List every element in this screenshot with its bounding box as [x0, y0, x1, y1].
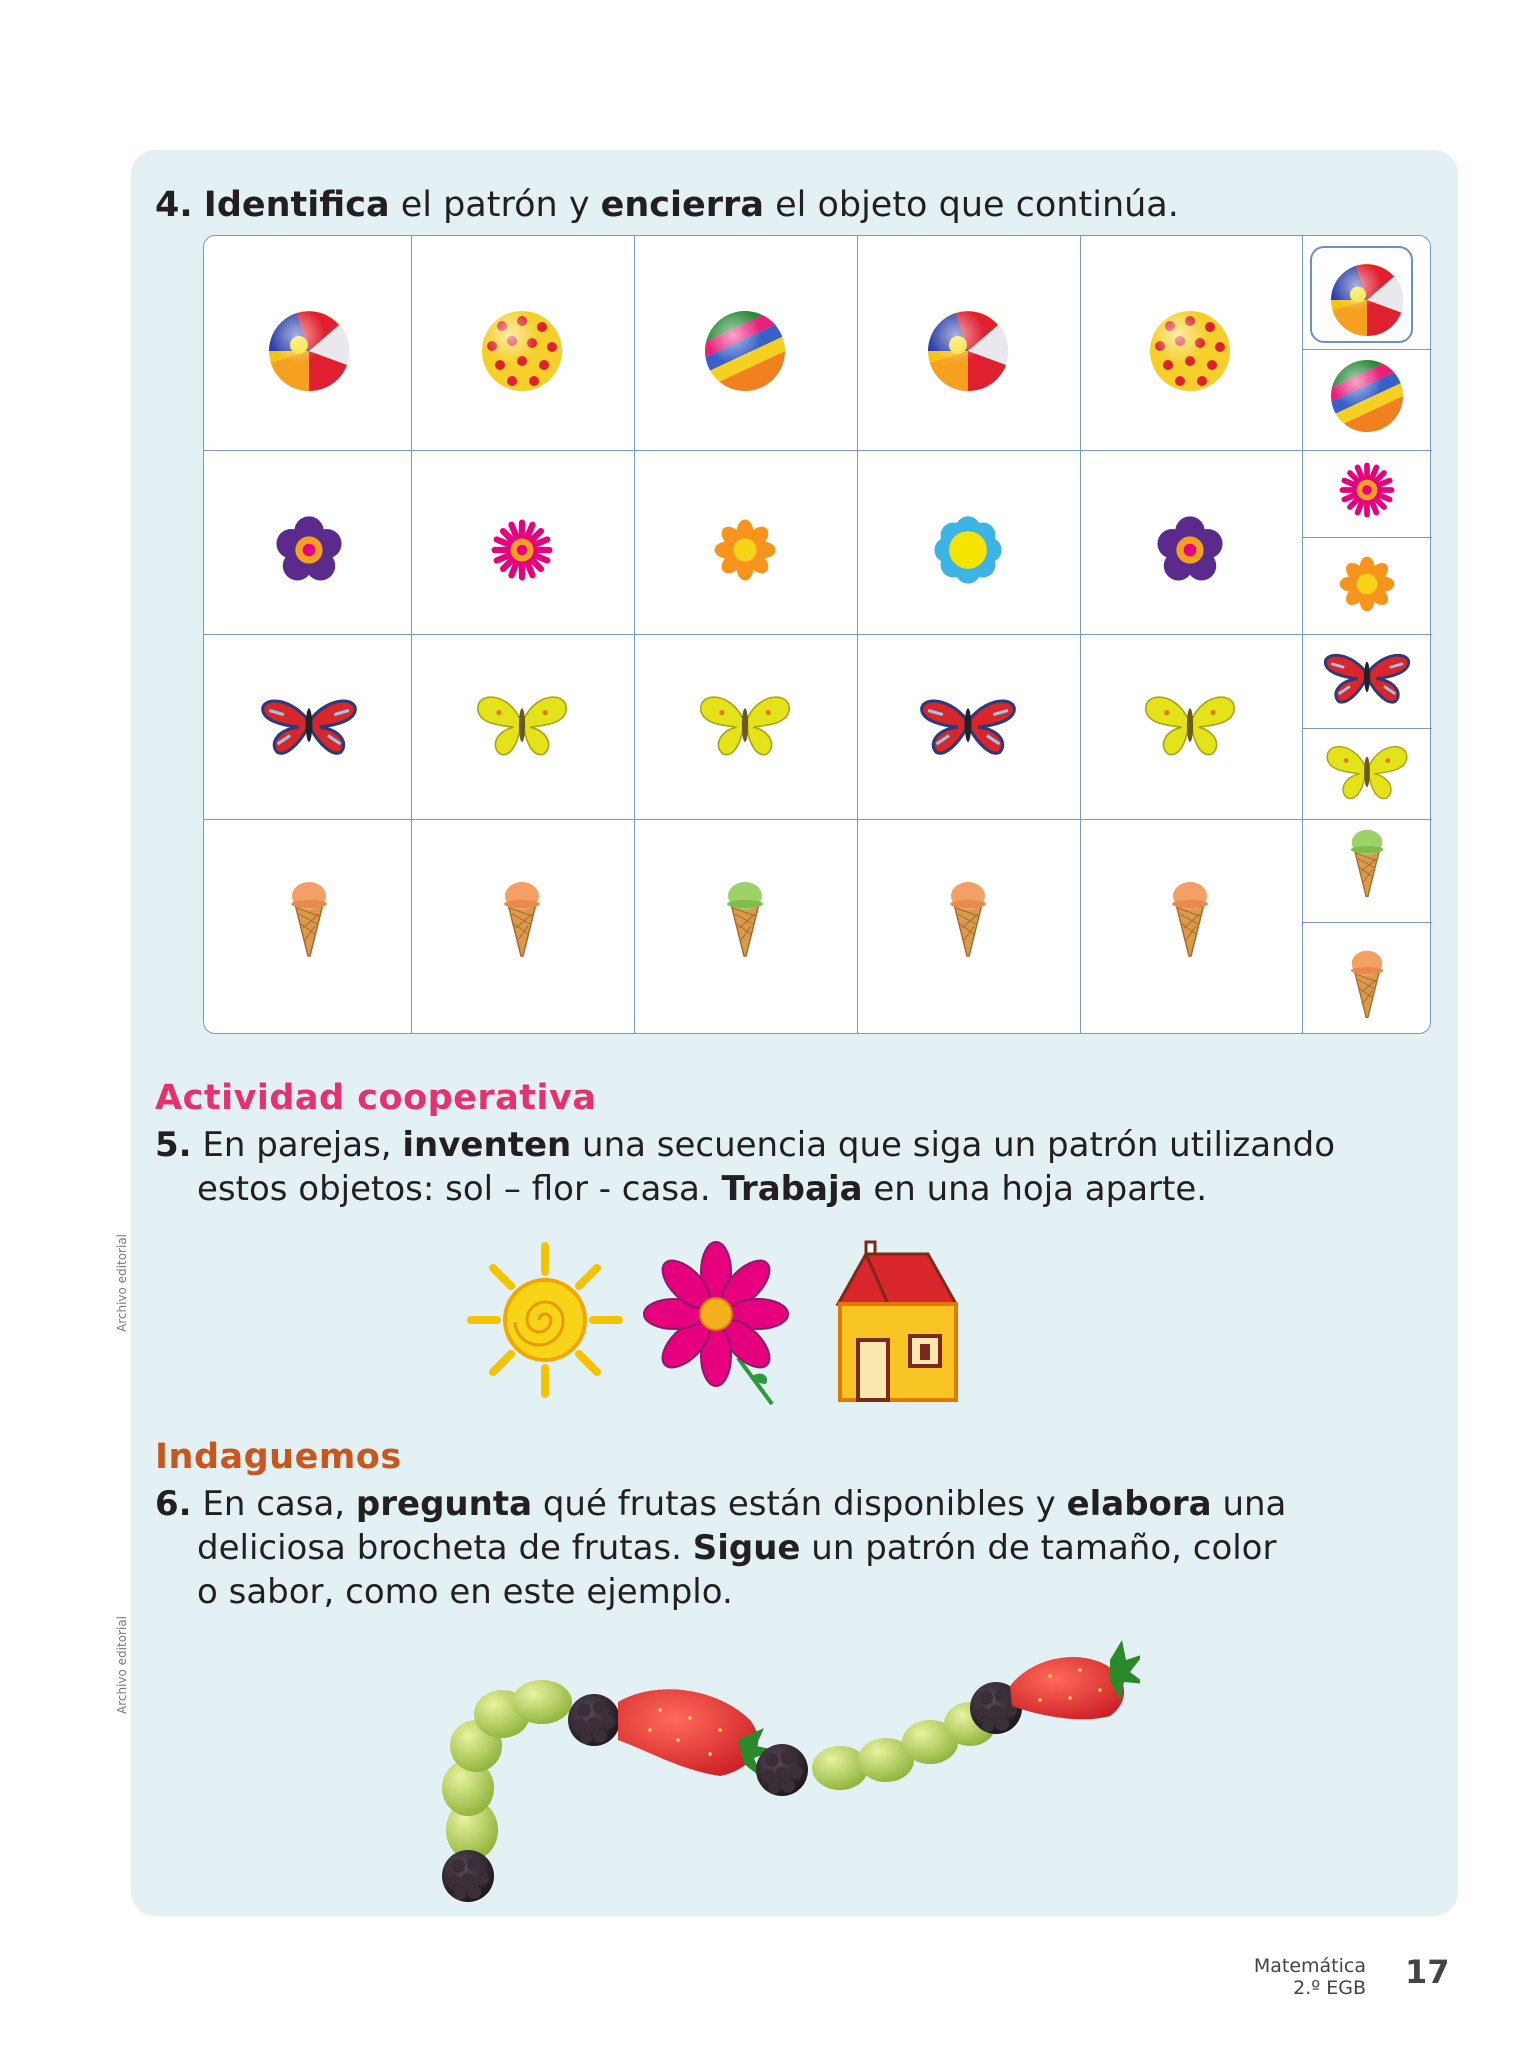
page-number: 17	[1405, 1953, 1450, 1991]
house-icon	[838, 1242, 956, 1400]
instruction-text: estos objetos: sol – flor - casa.	[197, 1169, 722, 1209]
instruction-verb: inventen	[402, 1125, 572, 1165]
subject-name: Matemática	[1253, 1955, 1366, 1977]
instruction-text: En casa,	[202, 1484, 356, 1524]
sun-flower-house-illustration	[460, 1236, 1020, 1416]
instruction-text: en una hoja aparte.	[862, 1169, 1208, 1209]
instruction-verb: encierra	[600, 185, 764, 225]
instruction-verb: pregunta	[355, 1484, 533, 1524]
question-number: 5.	[155, 1125, 192, 1165]
instruction-text: una secuencia que siga un patrón utilizando	[571, 1125, 1336, 1165]
question-6	[155, 1482, 1286, 1614]
instruction-verb: Trabaja	[721, 1169, 863, 1209]
instruction-text: qué frutas están disponibles y	[532, 1484, 1067, 1524]
flower-icon	[644, 1242, 788, 1404]
question-number: 4.	[155, 185, 193, 225]
instruction-text: el patrón y	[389, 185, 601, 225]
instruction-text: el objeto que continúa.	[763, 185, 1179, 225]
footer-subject	[1254, 1955, 1366, 1999]
image-credit: Archivo editorial	[115, 1233, 129, 1332]
instruction-text: un patrón de tamaño, color	[800, 1528, 1277, 1568]
sun-icon	[471, 1246, 619, 1394]
instruction-verb: Sigue	[692, 1528, 801, 1568]
question-5	[155, 1123, 1335, 1211]
instruction-text: o sabor, como en este ejemplo.	[197, 1572, 733, 1612]
grade-level: 2.º EGB	[1293, 1977, 1366, 1999]
cooperative-title: Actividad cooperativa	[155, 1078, 597, 1118]
instruction-text: En parejas,	[202, 1125, 403, 1165]
pattern-grid	[203, 235, 1431, 1034]
answer-circle[interactable]	[1310, 246, 1413, 343]
instruction-verb: Identifica	[203, 185, 390, 225]
question-number: 6.	[155, 1484, 192, 1524]
instruction-text: una	[1211, 1484, 1287, 1524]
fruit-skewer-image	[420, 1620, 1140, 1920]
inquiry-title: Indaguemos	[155, 1437, 402, 1477]
instruction-text: deliciosa brocheta de frutas.	[197, 1528, 693, 1568]
question-4	[155, 183, 1179, 227]
instruction-verb: elabora	[1066, 1484, 1212, 1524]
image-credit: Archivo editorial	[115, 1615, 129, 1714]
